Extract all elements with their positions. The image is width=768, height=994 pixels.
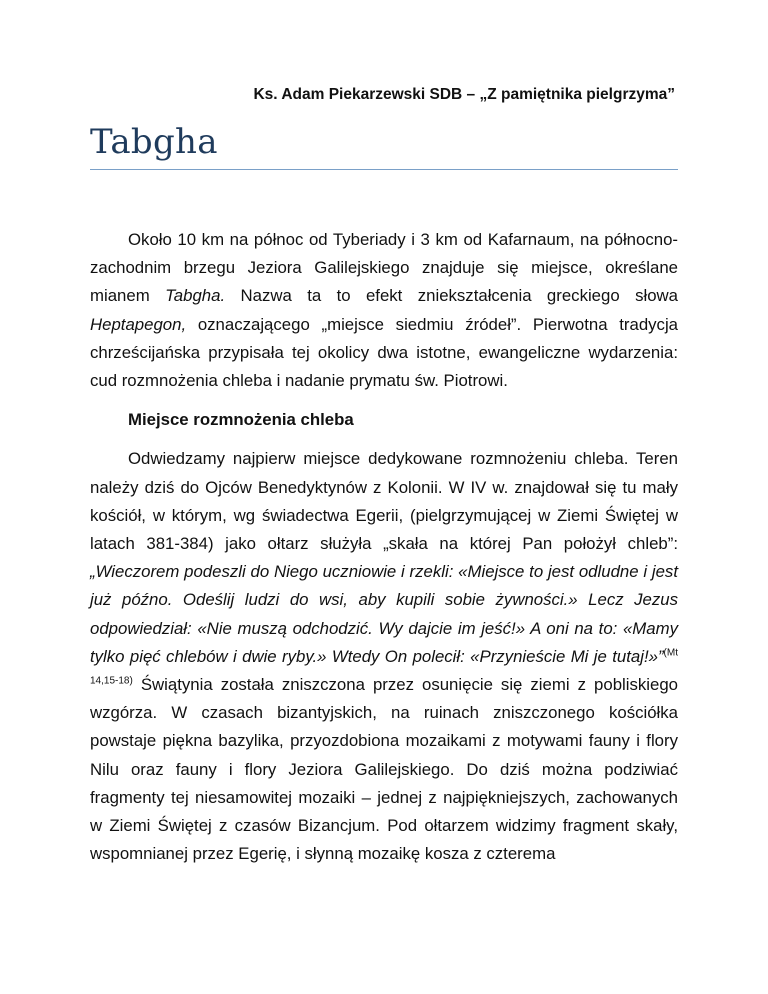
intro-emphasis-tabgha: Tabgha. xyxy=(165,286,226,306)
title-underline-rule xyxy=(90,169,678,170)
section-text-b: Świątynia została zniszczona przez osunięcie się ziemi z pobliskiego wzgórza. W czasach bizantyjskich, na ruinach zniszczonego kościółka powstaje piękna bazylika, przyozdobiona mozaikami z motywami fauny i flory Nilu oraz fauny i flory Jeziora Galilejskiego. Do dziś można podziwiać fragmenty tej niesamowitej mozaiki – jednej z najpiękniejszych, zachowanych w Ziemi Świętej z czasów Bizancjum. Pod ołtarzem widzimy fragment skały, wspomnianej przez Egerię, i słynną mozaikę kosza z czterema xyxy=(90,675,678,864)
intro-paragraph xyxy=(90,226,678,395)
document-body xyxy=(90,226,678,879)
page-title: Tabgha xyxy=(90,122,218,162)
gospel-reference: (Mt 14,15-18) xyxy=(90,647,678,687)
section-text-a: Odwiedzamy najpierw miejsce dedykowane rozmnożeniu chleba. Teren należy dziś do Ojców Benedyktynów z Kolonii. W IV w. znajdował się tu mały kościół, w którym, wg świadectwa Egerii, (pielgrzymującej w Ziemi Świętej w latach 381-384) jako ołtarz służyła „skała na której Pan położył chleb”: xyxy=(90,449,678,554)
intro-emphasis-heptapegon: Heptapegon, xyxy=(90,314,187,334)
intro-text-b: Nazwa ta to efekt zniekształcenia greckiego słowa xyxy=(225,286,678,306)
section-heading: Miejsce rozmnożenia chleba xyxy=(128,410,354,430)
intro-text-c: oznaczającego „miejsce siedmiu źródeł”. Pierwotna tradycja chrześcijańska przypisała tej okolicy dwa istotne, ewangeliczne wydarzenia: cud rozmnożenia chleba i nadanie prymatu św. Piotrowi. xyxy=(90,314,678,391)
section-paragraph xyxy=(90,445,678,868)
intro-text-a: Około 10 km na północ od Tyberiady i 3 km od Kafarnaum, na północno-zachodnim brzegu Jeziora Galilejskiego znajduje się miejsce, określane mianem xyxy=(90,230,678,306)
author-header: Ks. Adam Piekarzewski SDB – „Z pamiętnika pielgrzyma” xyxy=(253,86,675,103)
gospel-quote: „Wieczorem podeszli do Niego uczniowie i rzekli: «Miejsce to jest odludne i jest już późno. Odeślij ludzi do wsi, aby kupili sobie żywności.» Lecz Jezus odpowiedział: «Nie muszą odchodzić. Wy dajcie im jeść!» A oni na to: «Mamy tylko pięć chlebów i dwie ryby.» Wtedy On polecił: «Przynieście Mi je tutaj!»” xyxy=(90,562,678,666)
